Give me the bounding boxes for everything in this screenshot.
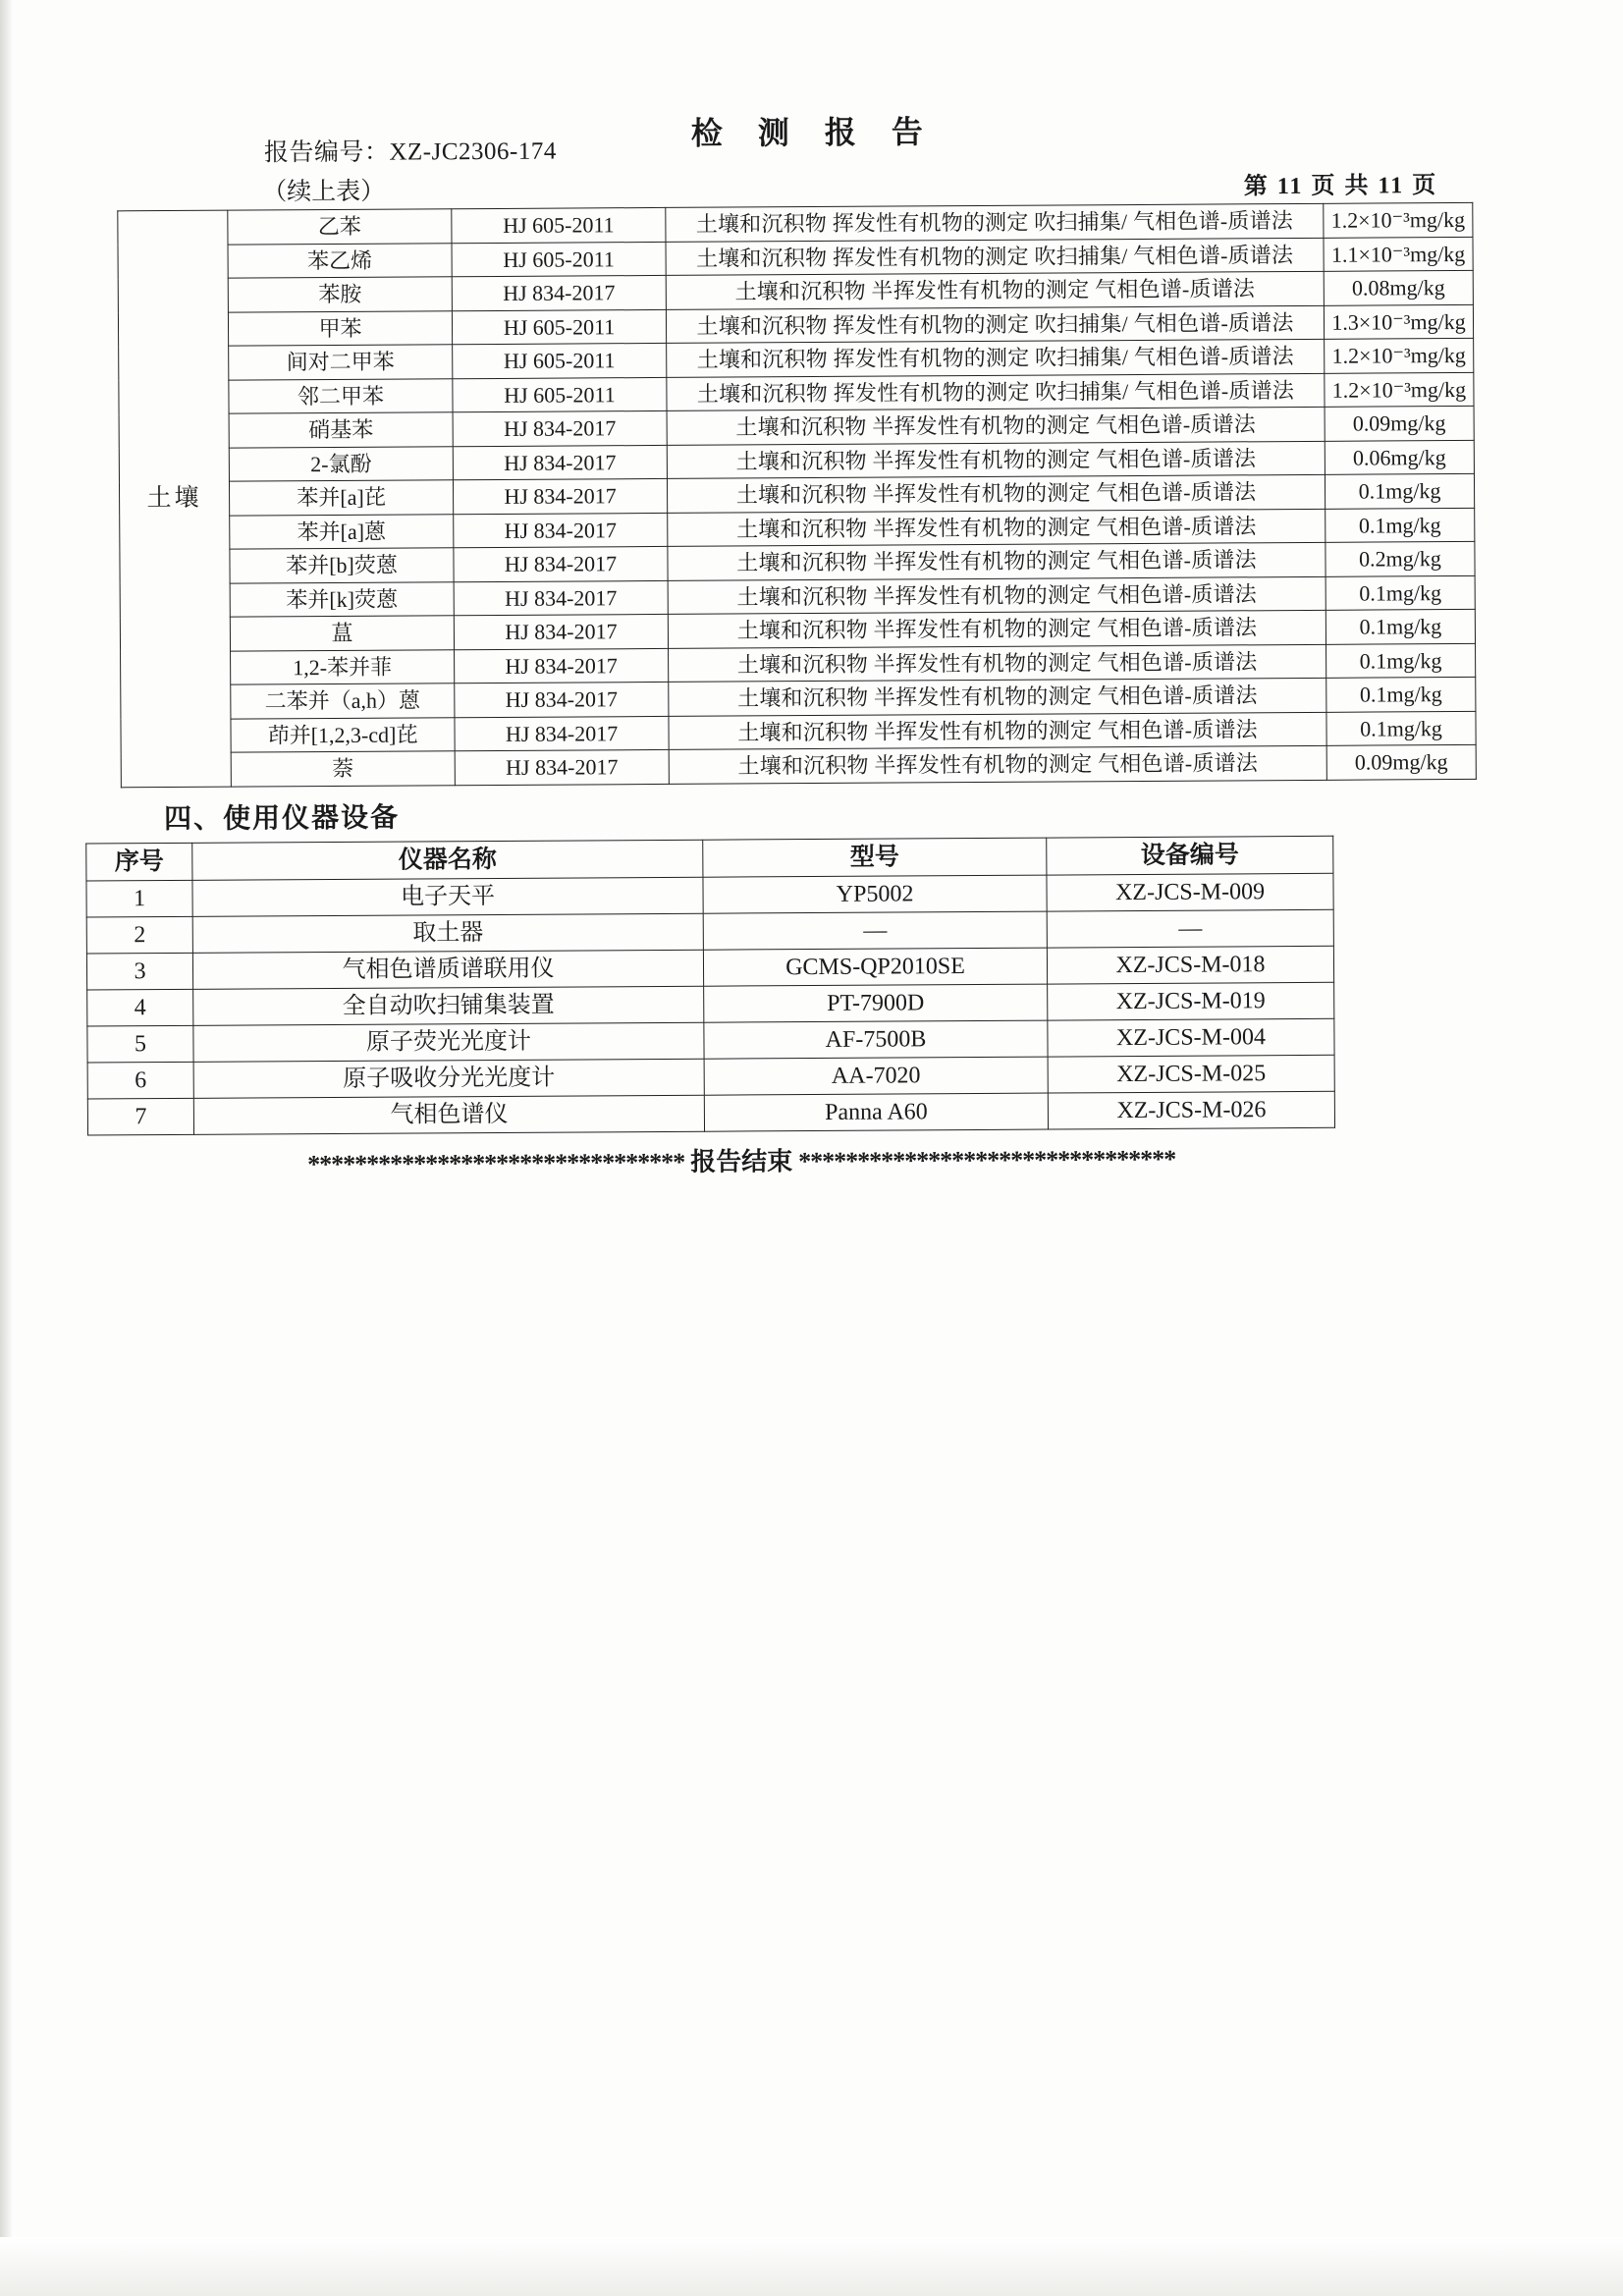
equipment-number-cell: XZ-JCS-M-009 [1047,873,1333,911]
analyte-name-cell: 苯胺 [228,277,452,312]
analyte-method-cell: 土壤和沉积物 挥发性有机物的测定 吹扫捕集/ 气相色谱-质谱法 [666,305,1324,344]
analyte-method-cell: 土壤和沉积物 半挥发性有机物的测定 气相色谱-质谱法 [669,712,1326,750]
analyte-method-cell: 土壤和沉积物 半挥发性有机物的测定 气相色谱-质谱法 [669,644,1326,683]
analyte-detection-limit-cell: 0.09mg/kg [1326,744,1476,779]
table-row [121,744,1476,787]
analyte-standard-cell: HJ 605-2011 [452,242,666,277]
analyte-name-cell: 蒀 [230,616,454,651]
analyte-name-cell: 萘 [231,751,455,787]
analyte-name-cell: 邻二甲苯 [229,378,453,413]
column-header-name: 仪器名称 [192,840,703,880]
equipment-name-cell: 取土器 [192,913,703,953]
analyte-method-cell: 土壤和沉积物 半挥发性有机物的测定 气相色谱-质谱法 [666,271,1324,309]
equipment-model-cell: GCMS-QP2010SE [703,948,1047,986]
analyte-standard-cell: HJ 834-2017 [455,682,669,717]
table-row [87,1091,1334,1135]
equipment-index-cell: 7 [87,1098,193,1135]
analyte-standard-cell: HJ 834-2017 [453,478,667,514]
analyte-detection-limit-cell: 0.1mg/kg [1326,677,1476,711]
stars-left: ******************************** [307,1147,685,1178]
equipment-number-cell: XZ-JCS-M-026 [1048,1091,1334,1129]
analyte-standard-cell: HJ 834-2017 [455,648,669,683]
analyte-detection-limit-cell: 0.1mg/kg [1325,508,1475,542]
equipment-name-cell: 原子吸收分光光度计 [193,1059,704,1098]
analyte-detection-limit-cell: 0.1mg/kg [1326,711,1476,745]
analyte-detection-limit-cell: 1.2×10⁻³mg/kg [1325,338,1474,372]
analyte-name-cell: 二苯并（a,h）蒽 [231,683,455,719]
scan-edge-bottom [0,2237,1623,2296]
analyte-detection-limit-cell: 0.06mg/kg [1325,440,1474,474]
analyte-method-cell: 土壤和沉积物 挥发性有机物的测定 吹扫捕集/ 气相色谱-质谱法 [667,373,1325,411]
analyte-method-cell: 土壤和沉积物 半挥发性有机物的测定 气相色谱-质谱法 [668,542,1325,580]
analyte-name-cell: 硝基苯 [229,412,453,448]
equipment-name-cell: 气相色谱仪 [193,1095,704,1134]
analyte-standard-cell: HJ 834-2017 [453,445,667,480]
equipment-number-cell: — [1047,909,1333,948]
analyte-detection-limit-cell: 0.09mg/kg [1325,406,1474,440]
analyte-standard-cell: HJ 605-2011 [452,207,666,243]
analyte-detection-limit-cell: 1.2×10⁻³mg/kg [1324,202,1473,237]
equipment-model-cell: Panna A60 [704,1093,1048,1131]
analyte-detection-limit-cell: 0.08mg/kg [1324,270,1473,304]
analyte-method-cell: 土壤和沉积物 半挥发性有机物的测定 气相色谱-质谱法 [669,745,1326,784]
analyte-method-cell: 土壤和沉积物 半挥发性有机物的测定 气相色谱-质谱法 [667,441,1325,479]
analyte-standard-cell: HJ 834-2017 [452,275,666,310]
analyte-method-cell: 土壤和沉积物 半挥发性有机物的测定 气相色谱-质谱法 [667,474,1325,513]
column-header-index: 序号 [86,843,192,881]
analyte-name-cell: 苯乙烯 [228,243,452,278]
analyte-standard-cell: HJ 834-2017 [454,513,668,548]
analyte-method-cell: 土壤和沉积物 半挥发性有机物的测定 气相色谱-质谱法 [667,407,1325,445]
equipment-table-body [86,873,1335,1135]
analyte-method-cell: 土壤和沉积物 挥发性有机物的测定 吹扫捕集/ 气相色谱-质谱法 [667,339,1325,377]
page-title: 检 测 报 告 [690,114,937,151]
equipment-number-cell: XZ-JCS-M-019 [1048,982,1334,1020]
analyte-method-cell: 土壤和沉积物 半挥发性有机物的测定 气相色谱-质谱法 [668,576,1325,615]
analyte-name-cell: 苯并[a]芘 [229,480,453,516]
page-indicator: 第 11 页 共 11 页 [1243,173,1438,200]
analyte-category-cell: 土壤 [118,210,232,787]
analyte-detection-limit-cell: 1.3×10⁻³mg/kg [1324,304,1473,339]
analyte-name-cell: 2-氯酚 [229,446,453,481]
analyte-method-cell: 土壤和沉积物 半挥发性有机物的测定 气相色谱-质谱法 [669,678,1326,716]
equipment-model-cell: AF-7500B [704,1020,1048,1059]
analyte-name-cell: 茚并[1,2,3-cd]芘 [231,717,455,752]
equipment-number-cell: XZ-JCS-M-025 [1048,1055,1334,1093]
analyte-name-cell: 苯并[a]蒽 [230,514,454,549]
equipment-index-cell: 4 [87,989,193,1026]
analyte-method-cell: 土壤和沉积物 挥发性有机物的测定 吹扫捕集/ 气相色谱-质谱法 [666,238,1324,276]
analyte-standard-cell: HJ 834-2017 [453,410,667,446]
analyte-method-cell: 土壤和沉积物 半挥发性有机物的测定 气相色谱-质谱法 [668,509,1325,547]
equipment-table [85,835,1335,1135]
analyte-table-body [118,202,1477,787]
analyte-method-cell: 土壤和沉积物 半挥发性有机物的测定 气相色谱-质谱法 [668,610,1325,648]
continued-label: （续上表） [262,178,386,206]
analyte-standard-cell: HJ 834-2017 [454,580,668,616]
report-body [114,104,1518,1181]
analyte-detection-limit-cell: 0.1mg/kg [1326,643,1476,678]
analyte-standard-cell: HJ 834-2017 [455,716,669,751]
equipment-model-cell: YP5002 [703,875,1047,913]
analyte-table [117,202,1477,788]
analyte-detection-limit-cell: 0.1mg/kg [1325,609,1475,643]
analyte-name-cell: 乙苯 [228,209,452,245]
analyte-detection-limit-cell: 0.1mg/kg [1325,575,1475,610]
equipment-name-cell: 全自动吹扫铺集装置 [193,986,704,1025]
analyte-standard-cell: HJ 605-2011 [453,343,667,378]
analyte-detection-limit-cell: 1.1×10⁻³mg/kg [1324,237,1473,271]
equipment-number-cell: XZ-JCS-M-004 [1048,1018,1334,1057]
analyte-standard-cell: HJ 605-2011 [452,309,666,345]
equipment-name-cell: 电子天平 [192,877,703,916]
scan-edge-left [0,0,14,2296]
analyte-standard-cell: HJ 834-2017 [455,749,669,785]
report-header [117,104,1512,207]
report-end-line [103,1137,1380,1181]
analyte-name-cell: 苯并[b]荧蒽 [230,548,454,583]
column-header-device-no: 设备编号 [1047,836,1333,875]
analyte-detection-limit-cell: 0.1mg/kg [1325,473,1474,508]
analyte-detection-limit-cell: 1.2×10⁻³mg/kg [1325,372,1474,407]
equipment-number-cell: XZ-JCS-M-018 [1047,946,1333,984]
analyte-name-cell: 1,2-苯并菲 [231,649,455,684]
equipment-index-cell: 5 [87,1025,193,1063]
equipment-index-cell: 2 [86,916,192,954]
equipment-index-cell: 1 [86,880,192,917]
equipment-model-cell: AA-7020 [704,1057,1048,1095]
equipment-index-cell: 6 [87,1062,193,1099]
analyte-standard-cell: HJ 834-2017 [454,614,668,649]
equipment-model-cell: PT-7900D [704,984,1048,1022]
stars-right: ******************************** [798,1144,1176,1175]
end-text: 报告结束 [690,1146,793,1176]
report-number: 报告编号：XZ-JC2306-174 [263,137,557,167]
analyte-name-cell: 苯并[k]荧蒽 [230,581,454,617]
analyte-name-cell: 甲苯 [228,310,452,346]
equipment-name-cell: 气相色谱质谱联用仪 [192,950,703,989]
column-header-model: 型号 [703,838,1047,877]
analyte-standard-cell: HJ 605-2011 [453,377,667,412]
equipment-model-cell: — [703,911,1047,950]
equipment-index-cell: 3 [86,953,192,990]
equipment-name-cell: 原子荧光光度计 [193,1022,704,1062]
analyte-name-cell: 间对二甲苯 [229,345,453,380]
analyte-standard-cell: HJ 834-2017 [454,546,668,581]
analyte-method-cell: 土壤和沉积物 挥发性有机物的测定 吹扫捕集/ 气相色谱-质谱法 [666,203,1324,242]
equipment-section-title: 四、使用仪器设备 [163,802,401,835]
analyte-detection-limit-cell: 0.2mg/kg [1325,541,1475,575]
